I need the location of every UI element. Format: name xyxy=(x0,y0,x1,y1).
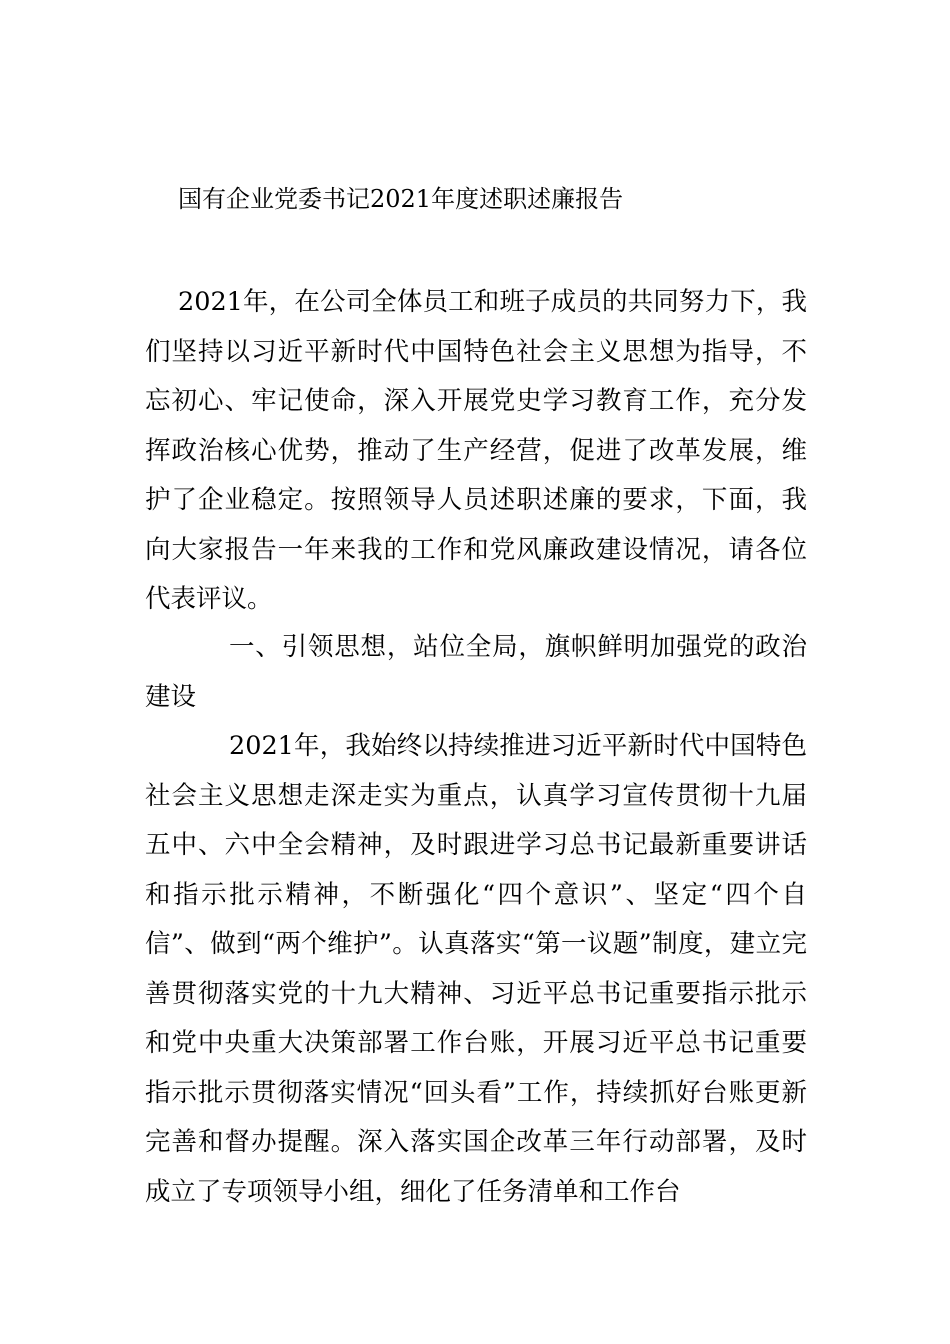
document-title: 国有企业党委书记2021年度述职述廉报告 xyxy=(178,185,624,213)
paragraph-section-1: 2021年，我始终以持续推进习近平新时代中国特色社会主义思想走深走实为重点，认真学习宣传贯彻十九届五中、六中全会精神，及时跟进学习总书记最新重要讲话和指示批示精神，不断强化“四个意识”、坚定“四个自信”、做到“两个维护”。认真落实“第一议题”制度，建立完善贯彻落实党的十九大精神、习近平总书记重要指示批示和党中央重大决策部署工作台账，开展习近平总书记重要指示批示贯彻落实情况“回头看”工作，持续抓好台账更新完善和督办提醒。深入落实国企改革三年行动部署，及时成立了专项领导小组，细化了任务清单和工作台 xyxy=(145,731,807,1207)
section-heading-1: 一、引领思想，站位全局，旗帜鲜明加强党的政治建设 xyxy=(145,632,807,712)
paragraph-intro: 2021年，在公司全体员工和班子成员的共同努力下，我们坚持以习近平新时代中国特色社会主义思想为指导，不忘初心、牢记使命，深入开展党史学习教育工作，充分发挥政治核心优势，推动了生产经营，促进了改革发展，维护了企业稳定。按照领导人员述职述廉的要求，下面，我向大家报告一年来我的工作和党风廉政建设情况，请各位代表评议。 xyxy=(145,287,807,614)
